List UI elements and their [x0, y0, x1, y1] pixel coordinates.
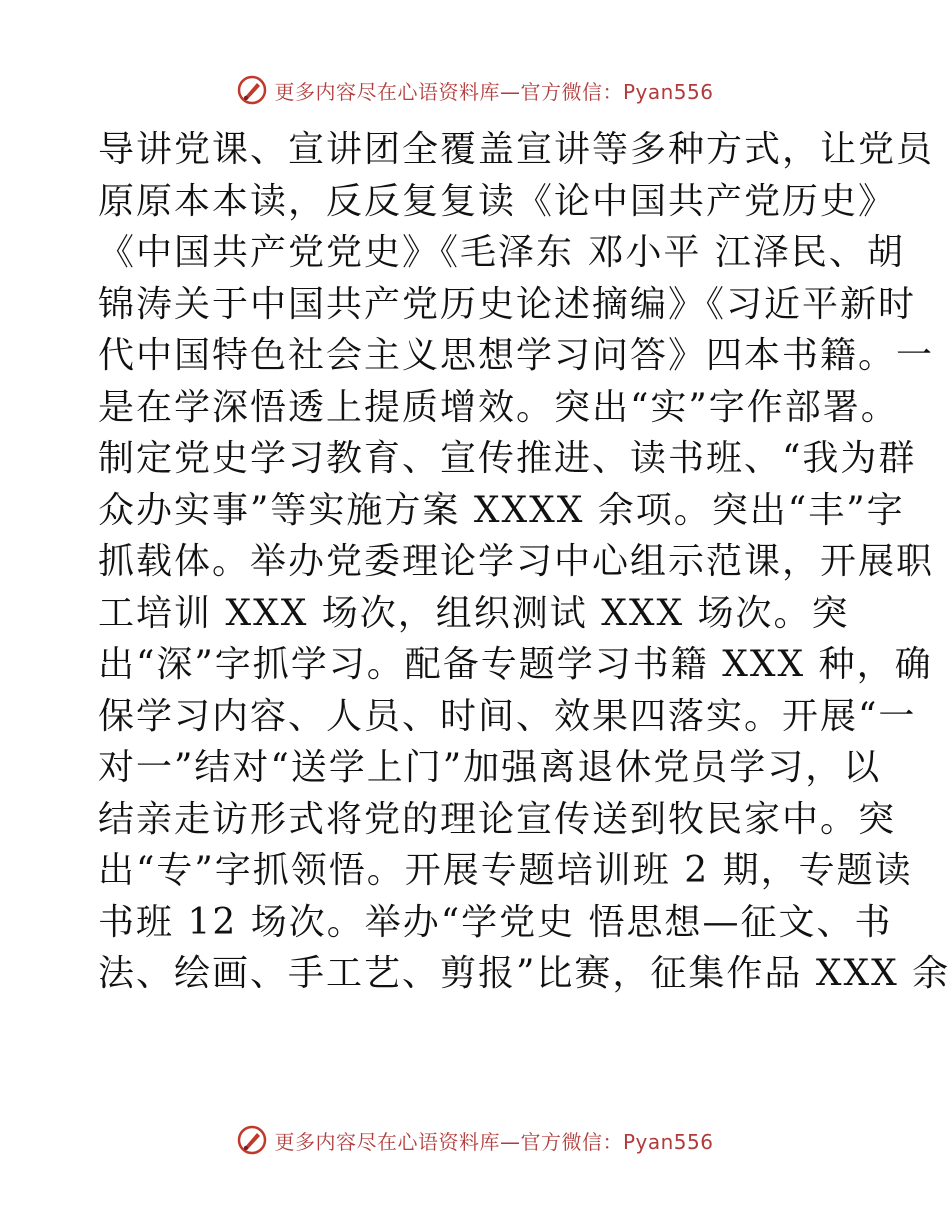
text-line: 抓载体。举办党委理论学习中心组示范课，开展职 [98, 541, 935, 582]
pen-seal-logo-icon [236, 1124, 268, 1156]
document-paragraph [98, 124, 950, 1000]
text-line: 保学习内容、人员、时间、效果四落实。开展“一 [98, 695, 917, 737]
text-line: 结亲走访形式将党的理论宣传送到牧民家中。突 [98, 798, 897, 840]
text-line: 《中国共产党党史》《毛泽东 邓小平 江泽民、胡 [98, 232, 905, 273]
watermark-text: 更多内容尽在心语资料库—官方微信：Pyan556 [274, 1129, 714, 1154]
text-line: 导讲党课、宣讲团全覆盖宣讲等多种方式，让党员 [98, 129, 935, 170]
text-line: 出“专”字抓领悟。开展专题培训班 2 期，专题读 [98, 850, 913, 891]
text-line: 原原本本读，反反复复读《论中国共产党历史》 [98, 180, 897, 222]
text-line: 代中国特色社会主义思想学习问答》四本书籍。一 [98, 335, 935, 376]
text-line: 是在学深悟透上提质增效。突出“实”字作部署。 [98, 386, 899, 428]
footer-watermark [0, 1120, 950, 1160]
pen-seal-logo-icon [236, 74, 268, 106]
header-watermark [0, 70, 950, 110]
text-line: 锦涛关于中国共产党历史论述摘编》《习近平新时 [98, 283, 917, 325]
text-line: 工培训 XXX 场次，组织测试 XXX 场次。突 [98, 592, 850, 634]
text-line: 书班 12 场次。举办“学党史 悟思想—征文、书 [98, 901, 893, 943]
text-line: 出“深”字抓学习。配备专题学习书籍 XXX 种，确 [98, 644, 933, 685]
text-line: 众办实事”等实施方案 XXXX 余项。突出“丰”字 [98, 489, 905, 531]
watermark-text: 更多内容尽在心语资料库—官方微信：Pyan556 [274, 79, 714, 104]
text-line: 制定党史学习教育、宣传推进、读书班、“我为群 [98, 438, 917, 479]
text-line: 对一”结对“送学上门”加强离退休党员学习，以 [98, 747, 882, 788]
text-line: 法、绘画、手工艺、剪报”比赛，征集作品 XXX 余 [98, 953, 950, 994]
